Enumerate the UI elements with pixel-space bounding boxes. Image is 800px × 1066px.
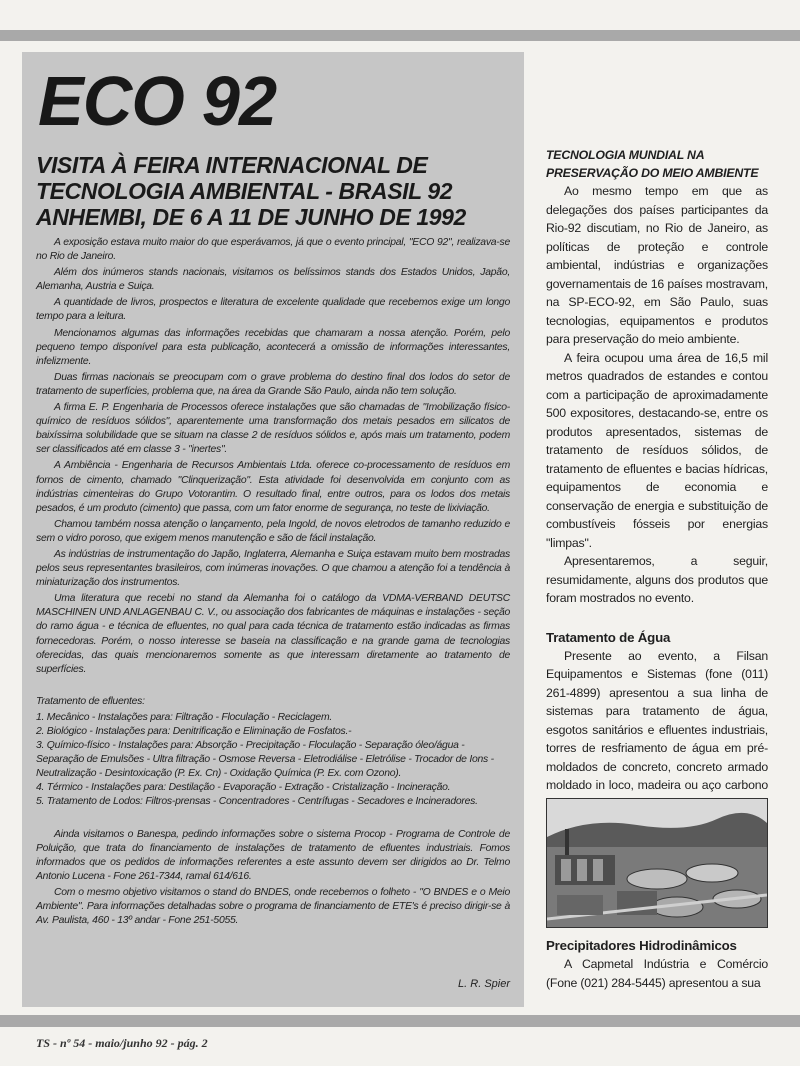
article-body: [36, 236, 510, 930]
article-paragraph: Mencionamos algumas das informações recebidas que chamaram a nossa atenção. Porém, pelo pequeno tempo disponível para esta publicação, acontecerá a omissão de informações interessantes, infelizmente.: [36, 327, 510, 367]
right-column: [546, 146, 768, 832]
column-paragraph: Ao mesmo tempo em que as delegações dos países participantes da Rio-92 discutiam, no Rio de Janeiro, as políticas de proteção e controle ambiental, indústrias e organizações governamentais de 16 países mostravam, na SP-ECO-92, em São Paulo, suas tecnologias, equipamentos e produtos para preservação do meio ambiente.: [546, 184, 768, 346]
list-item: 5. Tratamento de Lodos: Filtros-prensas - Concentradores - Centrífugas - Secadores e Incineradores.: [36, 796, 478, 808]
treatment-plant-photo: [546, 798, 768, 928]
column-paragraph: A Capmetal Indústria e Comércio (Fone (021) 284-5445) apresentou a sua: [546, 957, 768, 990]
column-paragraph: A feira ocupou uma área de 16,5 mil metros quadrados de estandes e contou com a participação de aproximadamente 500 expositores, destacando-se, entre os produtos apresentados, sistemas de tratamento de resíduos sólidos, de tratamento de efluentes e bacias hídricas, equipamentos de economia e conservação de energia e substituição de combustíveis fósseis por energias "limpas".: [546, 350, 768, 550]
list-item: 3. Químico-físico - Instalações para: Absorção - Precipitação - Floculação - Separação óleo/água - Separação de Emulsões - Ultra filtração - Osmose Reversa - Eletrodiálise - Eletrólise - Trocador de Ions - Neutralização - Desintoxicação (P. Ex. Cn) - Oxidação Química (P. Ex. com Ozono).: [36, 740, 494, 780]
article-paragraph: A firma E. P. Engenharia de Processos oferece instalações que são chamadas de "Imobilização físico-químico de resíduos sólidos", aparentemente uma transformação dos metais pesados em silicatos de baixíssima solubilidade que se situam na classe 2 de resíduos sólidos e, após mais um tratamento, podem ser classificados até em classe 3 - "inertes".: [36, 402, 510, 456]
article-paragraph: Com o mesmo objetivo visitamos o stand do BNDES, onde recebemos o folheto - "O BNDES e o Meio Ambiente". Para informações detalhadas sobre o programa de financiamento de ETE's é preciso dirigir-se à Av. Paulista, 460 - 13º andar - Fone 251-5055.: [36, 886, 510, 927]
subtitle-line: VISITA À FEIRA INTERNACIONAL DE: [36, 152, 428, 178]
list-item: 4. Térmico - Instalações para: Destilação - Evaporação - Extração - Cristalização - Incineração.: [36, 782, 451, 794]
column-paragraph: Apresentaremos, a seguir, resumidamente, alguns dos produtos que foram mostrados no evento.: [546, 554, 768, 605]
column-paragraph: Presente ao evento, a Filsan Equipamentos e Sistemas (fone (011) 261-4899) apresentou a sua linha de sistemas para tratamento de água, esgotos sanitários e efluentes industriais, torres de resfriamento de água em pré-moldados de concreto, concreto armado moldado in loco, madeira ou aço carbono: [546, 648, 768, 792]
treatment-plant-image: [547, 799, 767, 927]
water-treatment-heading: Tratamento de Água: [546, 629, 671, 645]
article-paragraph: Duas firmas nacionais se preocupam com o grave problema do destino final dos lodos do setor de tratamento de superfícies, problema que, na área da Grande São Paulo, ainda não tem solução.: [36, 371, 510, 397]
article-paragraph: A Ambiência - Engenharia de Recursos Ambientais Ltda. oferece co-processamento de resíduos em fornos de cimento, chamado "Clinquerização". Esta atividade foi desenvolvida em conjunto com as indústrias cimenteiras do Grupo Votorantim. O resultado final, entre outros, para os lodos dos metais pesados, é um produto (cimento) que passa, com um fator enorme de segurança, no teste de lixiviação.: [36, 460, 510, 514]
article-paragraph: A quantidade de livros, prospectos e literatura de excelente qualidade que recebemos exige um longo tempo para a leitura.: [36, 297, 510, 323]
article-paragraph: Além dos inúmeros stands nacionais, visitamos os belíssimos stands dos Estados Unidos, Japão, Alemanha, Austria e Suiça.: [36, 267, 510, 293]
right-column-continued: [546, 936, 768, 992]
article-paragraph: Ainda visitamos o Banespa, pedindo informações sobre o sistema Procop - Programa de Controle de Poluição, que trata do financiamento de instalações de tratamento de efluentes industriais. Fomos informados que os pedidos de informações referentes a este assunto devem ser dirigidos ao Dr. Telmo Antonio Lucena - Fone 261-7344, ramal 614/616.: [36, 828, 510, 882]
precipitators-heading: Precipitadores Hidrodinâmicos: [546, 938, 737, 953]
top-rule: [0, 30, 800, 41]
page-footer: TS - nº 54 - maio/junho 92 - pág. 2: [36, 1036, 208, 1050]
article-paragraph: As indústrias de instrumentação do Japão, Inglaterra, Alemanha e Suiça estavam muito bem mostradas pelos seus representantes brasileiros, com inúmeras inovações. O que chamou a atenção foi a tendência à miniaturização dos instrumentos.: [36, 548, 510, 589]
effluent-list-title: Tratamento de efluentes:: [36, 695, 145, 707]
list-item: 2. Biológico - Instalações para: Denitrificação e Eliminação de Fosfatos.-: [36, 726, 352, 737]
subtitle-line: TECNOLOGIA AMBIENTAL - BRASIL 92: [36, 178, 453, 204]
article-paragraph: Uma literatura que recebi no stand da Alemanha foi o catálogo da VDMA-VERBAND DEUTSC MASCHINEN UND ANLAGENBAU C. V., ou associação dos fabricantes de máquinas e instalações - seção do ramo água - e técnica de efluentes, no qual para cada técnica de tratamento estão indicadas as firmas fornecedoras. Porém, o nosso interesse se baseia na classificação e na grande gama de tecnologias oferecidas, das quais mencionaremos somente as que interessam diretamente ao tratamento de superfícies.: [36, 593, 510, 675]
page-title: ECO 92: [38, 62, 277, 140]
section-heading: TECNOLOGIA MUNDIAL NA PRESERVAÇÃO DO MEIO AMBIENTE: [546, 148, 759, 180]
subtitle-line: ANHEMBI, DE 6 A 11 DE JUNHO DE 1992: [36, 204, 466, 230]
bottom-rule: [0, 1015, 800, 1027]
author-signature: L. R. Spier: [458, 978, 510, 990]
article-subtitle: [36, 152, 520, 230]
list-item: 1. Mecânico - Instalações para: Filtração - Floculação - Reciclagem.: [36, 711, 333, 723]
article-paragraph: Chamou também nossa atenção o lançamento, pela Ingold, de novos eletrodos de tamanho reduzido e sem o vidro poroso, que exigem menos manutenção e são de fácil instalação.: [36, 518, 510, 544]
article-paragraph: A exposição estava muito maior do que esperávamos, já que o evento principal, "ECO 92", realizava-se no Rio de Janeiro.: [36, 237, 510, 263]
effluent-treatment-list: [36, 711, 510, 810]
